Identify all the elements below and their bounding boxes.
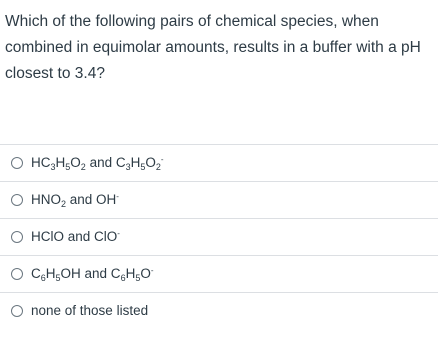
subscript: 2 (155, 162, 161, 173)
answer-list (0, 144, 438, 329)
answer-label (31, 192, 119, 210)
label-text: H (125, 266, 136, 282)
answer-label (31, 304, 148, 318)
label-text: O (145, 155, 156, 171)
label-text: H (55, 155, 66, 171)
subscript: 3 (50, 162, 56, 173)
subscript: 2 (80, 162, 86, 173)
answer-option-4[interactable] (0, 255, 438, 292)
label-text: HNO (31, 192, 61, 208)
superscript: - (117, 229, 120, 239)
label-text: H (45, 266, 56, 282)
radio-button[interactable] (11, 231, 23, 243)
answer-label (31, 230, 120, 244)
label-text: H (130, 155, 141, 171)
subscript: 2 (61, 199, 67, 210)
superscript: - (116, 192, 119, 202)
label-text: OH and C (60, 266, 121, 282)
label-text: O (140, 266, 151, 282)
answer-option-5[interactable] (0, 292, 438, 329)
radio-button[interactable] (11, 268, 23, 280)
subscript: 5 (55, 273, 61, 284)
label-text: C (31, 266, 41, 282)
subscript: 6 (40, 273, 46, 284)
answer-label (31, 155, 164, 173)
label-text: and C (85, 155, 126, 171)
radio-button[interactable] (11, 305, 23, 317)
subscript: 6 (120, 273, 126, 284)
subscript: 3 (125, 162, 131, 173)
answer-option-1[interactable] (0, 144, 438, 181)
subscript: 5 (135, 273, 141, 284)
answer-option-3[interactable] (0, 218, 438, 255)
question-text: Which of the following pairs of chemical species, when combined in equimolar amounts, results in a buffer with a pH closest to 3.4? (5, 13, 421, 82)
label-text: and OH (66, 192, 117, 208)
label-text: HClO and ClO (31, 229, 118, 245)
label-text: O (70, 155, 81, 171)
superscript: - (150, 266, 154, 276)
radio-button[interactable] (11, 157, 23, 169)
label-text: none of those listed (31, 303, 149, 319)
radio-button[interactable] (11, 194, 23, 206)
subscript: 5 (65, 162, 71, 173)
answer-option-2[interactable] (0, 181, 438, 218)
label-text: HC (31, 155, 51, 171)
answer-label (31, 266, 154, 284)
superscript: - (160, 155, 164, 165)
subscript: 5 (140, 162, 146, 173)
